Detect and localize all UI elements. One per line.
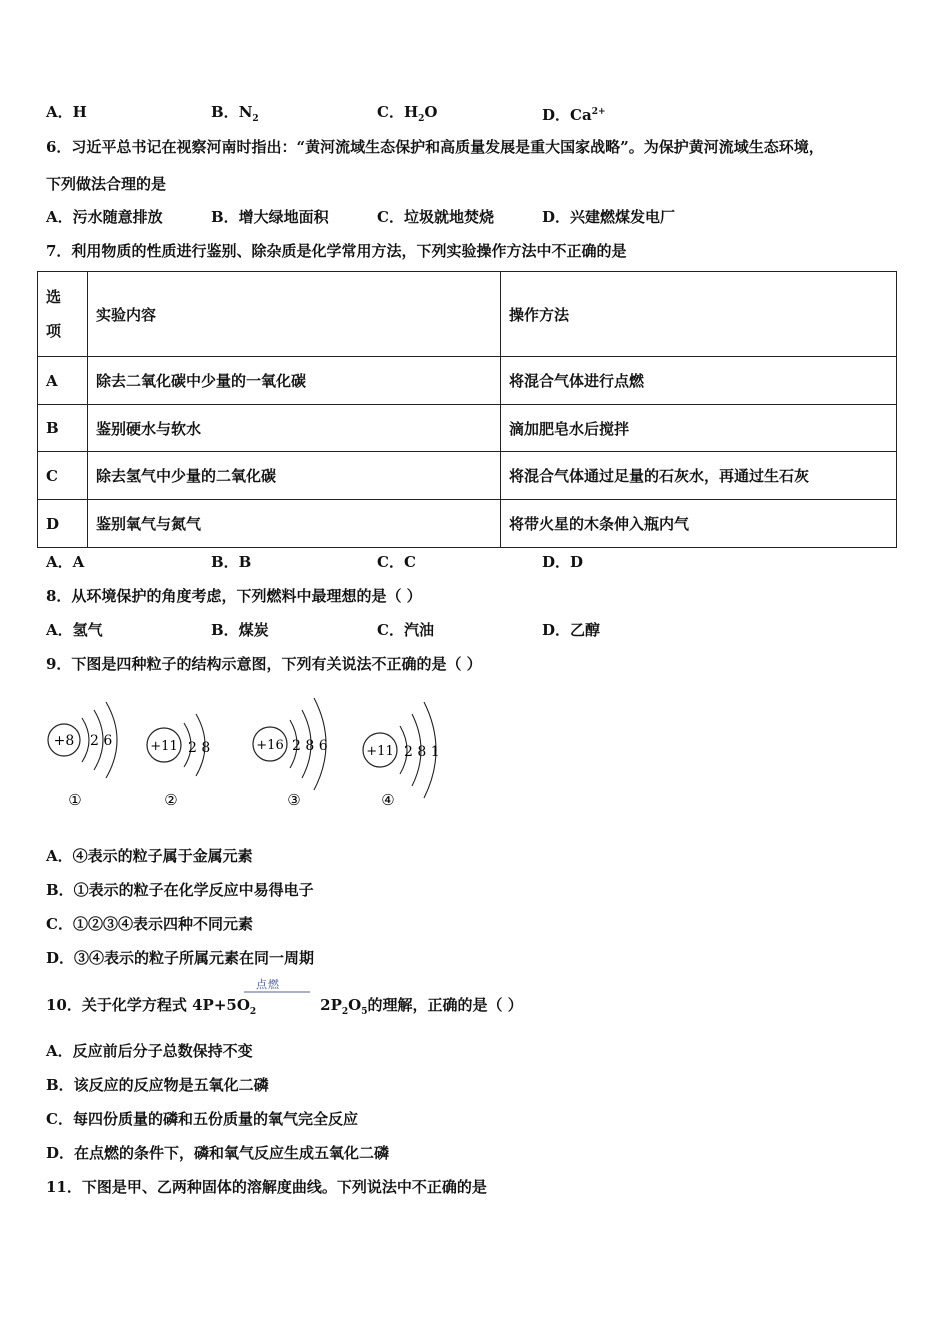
row-content: 除去二氧化碳中少量的一氧化碳	[88, 357, 501, 405]
q5-option-b: B．$N_2$	[211, 103, 259, 124]
q8-option-d: D．乙醇	[542, 621, 601, 639]
row-option: D	[38, 500, 88, 548]
table-row	[38, 357, 897, 405]
row-option: C	[38, 452, 88, 500]
atom-diagram-2	[144, 690, 264, 809]
table-row	[38, 500, 897, 548]
q7-option-a: A．A	[46, 553, 85, 571]
row-method: 滴加肥皂水后搅拌	[501, 405, 897, 452]
atom-label: ③	[287, 791, 301, 809]
atom-structure-3	[250, 690, 370, 810]
row-method: 将带火星的木条伸入瓶内气	[501, 500, 897, 548]
q10-option-c: C．每四份质量的磷和五份质量的氧气完全反应	[46, 1110, 358, 1128]
q7-table	[37, 271, 897, 548]
q6-option-a: A．污水随意排放	[46, 208, 163, 226]
q9-option-c: C．①②③④表示四种不同元素	[46, 915, 253, 933]
atom-diagram-3	[250, 690, 370, 809]
q7-option-d: D．D	[542, 553, 584, 571]
q6-stem-line1: 6．习近平总书记在视察河南时指出：“黄河流域生态保护和高质量发展是重大国家战略”。为保护黄河流域生态环境，	[46, 138, 824, 156]
q8-option-c: C．汽油	[377, 621, 434, 639]
atom-structure-4	[362, 690, 482, 810]
table-row	[38, 405, 897, 452]
q5-option-d: D．$Ca^{2+}$	[542, 106, 606, 124]
row-content: 除去氢气中少量的二氧化碳	[88, 452, 501, 500]
q9-option-d: D．③④表示的粒子所属元素在同一周期	[46, 949, 315, 967]
q10-stem: 10．关于化学方程式 $4P+5O_2$ $2P_2O_5$的理解，正确的是（ ）	[46, 996, 523, 1017]
q6-option-d: D．兴建燃煤发电厂	[542, 208, 676, 226]
nucleus-charge: +11	[150, 739, 178, 754]
row-method: 将混合气体通过足量的石灰水，再通过生石灰	[501, 452, 897, 500]
q10-option-a: A．反应前后分子总数保持不变	[46, 1042, 253, 1060]
q8-option-b: B．煤炭	[211, 621, 269, 639]
q9-option-a: A．④表示的粒子属于金属元素	[46, 847, 253, 865]
row-option: B	[38, 405, 88, 452]
electron-layers: 2 6	[90, 733, 113, 749]
q5-option-a: A．H	[46, 103, 87, 121]
atom-label: ①	[68, 791, 82, 809]
atom-diagram-4	[362, 690, 482, 809]
q5-option-c: C．$H_2O$	[377, 103, 438, 124]
row-content: 鉴别硬水与软水	[88, 405, 501, 452]
nucleus-charge: +11	[366, 744, 394, 759]
q6-stem-line2: 下列做法合理的是	[46, 175, 167, 193]
table-header-row	[38, 272, 897, 357]
nucleus-charge: +16	[256, 738, 284, 753]
header-method: 操作方法	[501, 272, 897, 357]
q10-option-d: D．在点燃的条件下，磷和氧气反应生成五氧化二磷	[46, 1144, 390, 1162]
row-content: 鉴别氧气与氮气	[88, 500, 501, 548]
row-option: A	[38, 357, 88, 405]
q8-stem: 8．从环境保护的角度考虑，下列燃料中最理想的是（ ）	[46, 587, 422, 605]
q6-option-b: B．增大绿地面积	[211, 208, 329, 226]
header-option: 选 项	[38, 272, 88, 357]
atom-label: ④	[381, 791, 395, 809]
q7-stem: 7．利用物质的性质进行鉴别、除杂质是化学常用方法，下列实验操作方法中不正确的是	[46, 242, 627, 260]
q10-option-b: B．该反应的反应物是五氧化二磷	[46, 1076, 269, 1094]
q8-option-a: A．氢气	[46, 621, 103, 639]
nucleus-charge: +8	[53, 733, 75, 749]
atom-label: ②	[164, 791, 178, 809]
q9-stem: 9．下图是四种粒子的结构示意图，下列有关说法不正确的是（ ）	[46, 655, 482, 673]
q9-option-b: B．①表示的粒子在化学反应中易得电子	[46, 881, 314, 899]
row-method: 将混合气体进行点燃	[501, 357, 897, 405]
table-row	[38, 452, 897, 500]
q7-option-b: B．B	[211, 553, 252, 571]
atom-structure-2	[144, 690, 264, 810]
q11-stem: 11．下图是甲、乙两种固体的溶解度曲线。下列说法中不正确的是	[46, 1178, 487, 1196]
electron-layers: 2 8 6	[292, 738, 328, 754]
electron-layers: 2 8 1	[404, 744, 440, 760]
reaction-condition: 点燃	[256, 978, 280, 991]
electron-layers: 2 8	[188, 740, 211, 756]
q6-option-c: C．垃圾就地焚烧	[377, 208, 494, 226]
q7-option-c: C．C	[377, 553, 416, 571]
header-content: 实验内容	[88, 272, 501, 357]
